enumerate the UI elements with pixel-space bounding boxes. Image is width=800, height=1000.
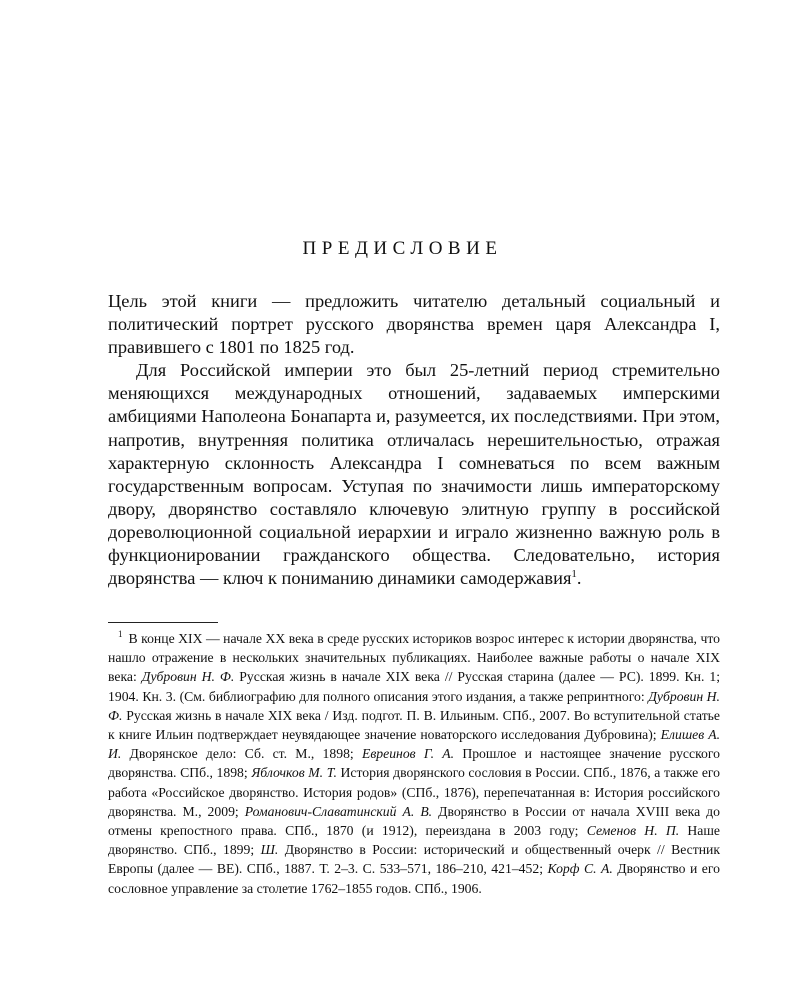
author-name: Елишев А. И.	[108, 727, 720, 762]
author-name: Корф С. А.	[547, 861, 613, 877]
footnote-text: Дворянство в России: исторический и общественный очерк // Вестник Европы (далее — ВЕ). СПб., 1887. Т. 2–3. С. 533–571, 186–210, 421–452;	[108, 842, 720, 877]
footnote-text: Дворянство и его сословное управление за столетие 1762–1855 годов. СПб., 1906.	[108, 861, 720, 896]
footnote-text: Наше дворянство. СПб., 1899;	[108, 823, 720, 858]
footnote-text: Прошлое и настоящее значение русского дворянства. СПб., 1898;	[108, 746, 721, 781]
footnote-text: Русская жизнь в начале XIX века // Русская старина (далее — РС). 1899. Кн. 1; 1904. Кн. 3. (См. библиографию для полного описания этого издания, а также репринтного:	[108, 669, 720, 704]
footnote-reference[interactable]: 1	[571, 568, 577, 580]
main-text	[108, 290, 720, 590]
footnote-divider	[108, 622, 218, 623]
footnote-text: Дворянство в России от начала XVIII века до отмены крепостного права. СПб., 1870 (и 1912), переиздана в 2003 году;	[108, 803, 720, 839]
footnote-1	[108, 629, 720, 898]
author-name: Романович-Славатинский А. В.	[244, 803, 433, 819]
author-name: Дубровин Н. Ф.	[141, 669, 235, 685]
footnote-text: В конце XIX — начале XX века в среде русских историков возрос интерес к истории дворянства, что нашло отражение в нескольких значительных публикациях. Наиболее важные работы о начале XIX века:	[108, 631, 720, 685]
footnote-text: Русская жизнь в начале XIX века / Изд. подгот. П. В. Ильиным. СПб., 2007. Во вступительной статье к книге Ильин подтверждает неувядающее значение новаторского исследования Дубровина);	[108, 707, 720, 743]
footnote-text: История дворянского сословия в России. СПб., 1876, а также его работа «Российское дворянство. История родов» (СПб., 1876), перепечатанная в: История российского дворянства. М., 2009;	[108, 765, 721, 819]
footnote-text: Дворянское дело: Сб. ст. М., 1898;	[121, 746, 362, 762]
author-name: Яблочков М. Т.	[251, 765, 337, 781]
paragraph-1: Цель этой книги — предложить читателю детальный социальный и политический портрет русского дворянства времен царя Александра I, правившего с 1801 по 1825 год.	[108, 291, 720, 358]
author-name: Семенов Н. П.	[586, 823, 680, 839]
paragraph-2: Для Российской империи это был 25-летний период стремительно меняющихся международных отношений, задаваемых имперскими амбициями Наполеона Бонапарта и, разумеется, их последствиями. При этом, напротив, внутренняя политика отличалась нерешительностью, отражая характерную склонность Александра I сомневаться по всем важным государственным вопросам. Уступая по значимости лишь императорскому двору, дворянство составляло ключевую элитную группу в российской дореволюционной социальной иерархии и играло жизненно важную роль в функционировании гражданского общества. Следовательно, история дворянства — ключ к пониманию динамики самодержавия$^1$.	[108, 360, 720, 589]
author-name: Ш.	[260, 842, 279, 858]
paragraph-2-text: Для Российской империи это был 25-летний период стремительно меняющихся международных отношений, задаваемых имперскими амбициями Наполеона Бонапарта и, разумеется, их последствиями. При этом, напротив, внутренняя политика отличалась нерешительностью, отражая характерную склонность Александра I сомневаться по всем важным государственным вопросам. Уступая по значимости лишь императорскому двору, дворянство составляло ключевую элитную группу в российской дореволюционной социальной иерархии и играло жизненно важную роль в функционировании гражданского общества. Следовательно, история дворянства — ключ к пониманию динамики самодержавия	[108, 360, 720, 589]
author-name: Дубровин Н. Ф.	[108, 688, 720, 723]
footnote-mark: 1	[118, 629, 123, 640]
author-name: Евреинов Г. А.	[361, 746, 455, 762]
footnote	[108, 629, 720, 898]
chapter-title: ПРЕДИСЛОВИЕ	[302, 238, 503, 259]
